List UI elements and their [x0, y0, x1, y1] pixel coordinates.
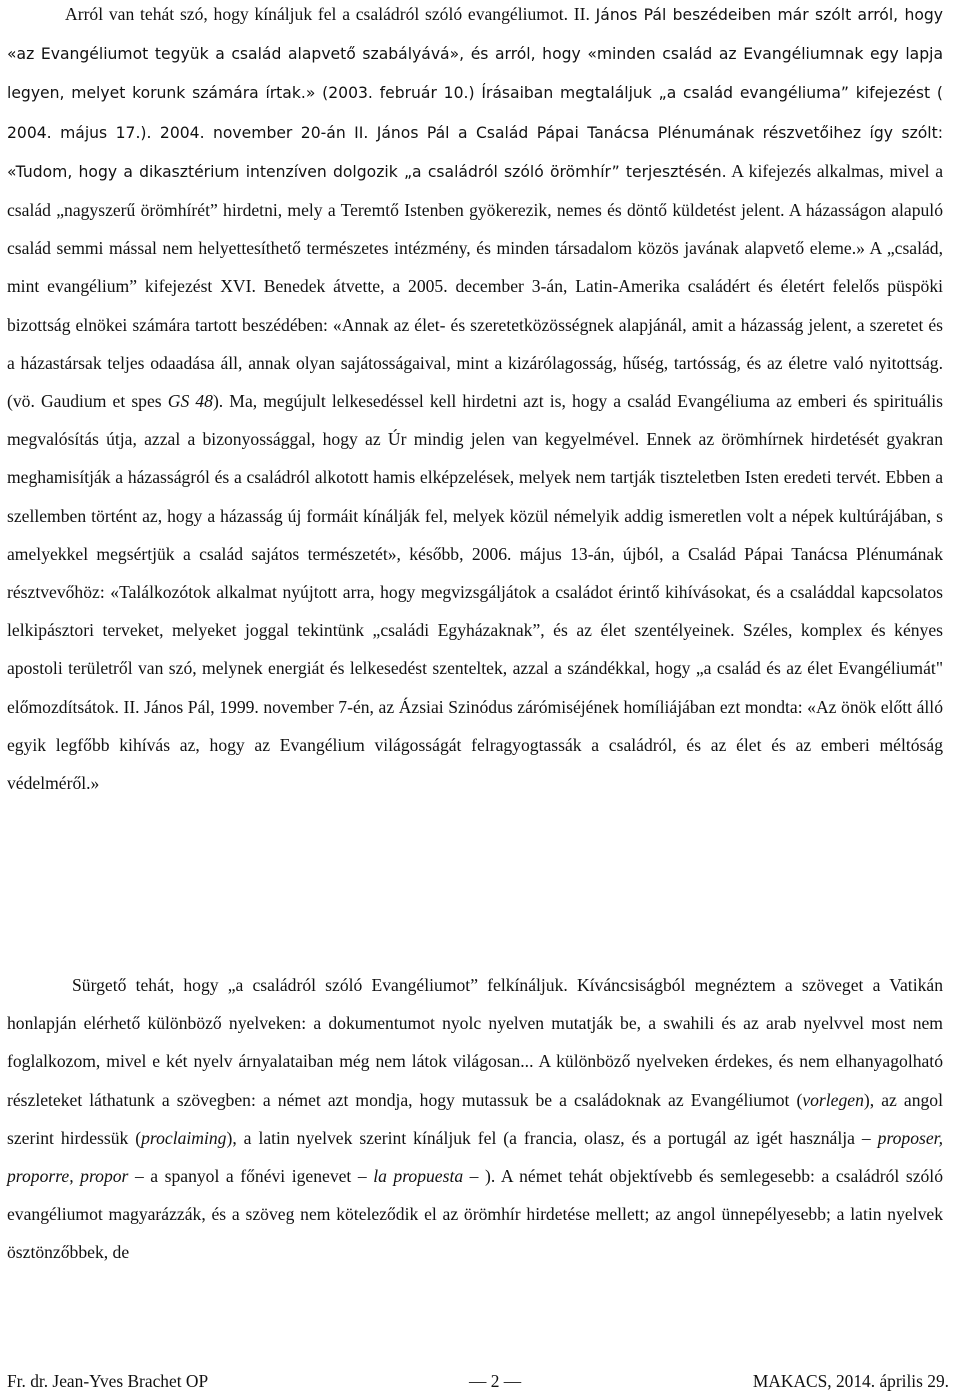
italic-text-run: vorlegen: [802, 1089, 864, 1110]
text-run: ). Ma, megújult lelkesedéssel kell hirdetni azt is, hogy a család Evangéliuma az emberi és spirituális megvalósítás útja, azzal a bizonyossággal, hogy az Úr mindig jelen van kegyelmével. Ennek az örömhírnek hirdetését gyakran meghamisítják a házasságról és a családról alkotott hamis elképzelések, melyek nem tartják tiszteletben Isten eredeti tervét. Ebben a szellemben történt az, hogy a házasság új formáit kínálják fel, melyek közül némelyik addig ismeretlen volt a népek kultúrájában, s amelyekkel megsértjük a család sajátos természetét», később, 2006. május 13-án, újból, a Család Pápai Tanácsa Plénumának résztvevőhöz: «Találkozótok alkalmat nyújtott arra, hogy megvizsgáljátok a családot érintő kihívásokat, és a családdal kapcsolatos lelkipásztori terveket, melyeket joggal tekintünk „családi Egyházaknak”, és az élet szentélyeinek. Széles, komplex és kényes apostoli területről van szó, melynek energiát és lelkesedést szenteltek, azzal a szándékkal, hogy „a család és az élet Evangéliumát" előmozdítsátok. II. János Pál, 1999. november 7-én, az Ázsiai Szinódus zárómiséjének homíliájában ezt mondta: «Az önök előtt álló egyik legfőbb kihívás az, hogy az Evangélium világosságát felragyogtassák a családról, és az élet és az emberi méltóság védelméről.»: [7, 391, 943, 794]
italic-text-run: la propuesta: [373, 1166, 464, 1187]
text-run: A kifejezés alkalmas, mivel a család „nagyszerű örömhírét” hirdetni, mely a Teremtő Istenben gyökerezik, nemes és döntő küldetést jelent. A házasságon alapuló család semmi mással nem helyettesíthető természetes intézmény, és minden társadalom közös javának alapvető eleme.» A „család, mint evangélium” kifejezést XVI. Benedek átvette, a 2005. december 3-án, Latin-Amerika családért és életért felelős püspöki bizottság elnökei számára tartott beszédében: «Annak az élet- és szeretetközösségnek alapjánál, amit a házasság jelent, a szeretet és a házastársak teljes odaadása áll, annak olyan sajátosságaival, mint a kizárólagosság, hűség, tartósság, és az életre való nyitottság. (vö. Gaudium et spes: [7, 160, 944, 412]
text-run: – ). A német tehát objektívebb és semlegesebb: a családról szóló evangéliumot magyarázzák, és a szöveg nem köteleződik el az örömhír hirdetése mellett; az angol ünnepélyesebb; a latin nyelvek ösztönzőbbek, de: [7, 1166, 943, 1263]
text-run: – a spanyol a főnévi igenevet –: [128, 1166, 374, 1187]
footer-author: Fr. dr. Jean-Yves Brachet OP: [7, 1371, 209, 1391]
footer-source-date: MAKACS, 2014. április 29.: [752, 1371, 949, 1391]
paragraph-2: [7, 966, 943, 1272]
text-run: ), az angol szerint hirdessük (: [7, 1089, 943, 1148]
text-run: Sürgető tehát, hogy „a családról szóló Evangéliumot” felkínáljuk. Kíváncsiságból megnéztem a szöveget a Vatikán honlapján elérhető különböző nyelveken: a dokumentumot nyolc nyelven mutatják be, a swahili és az arab nyelvvel most nem foglalkozom, mivel e két nyelv árnyalataiban még nem látok világosan... A különböző nyelveken érdekes, és nem elhanyagolható részleteket láthatunk a szövegben: a német azt mondja, hogy mutassuk be a családoknak az Evangéliumot (: [7, 975, 943, 1110]
text-run: ), a latin nyelvek szerint kínáljuk fel (a francia, olasz, és a portugál az igét használja –: [226, 1127, 878, 1148]
footer-page-number: — 2 —: [469, 1371, 522, 1391]
italic-text-run: GS 48: [167, 391, 213, 412]
text-run: János Pál beszédeiben már szólt arról, hogy «az Evangéliumot tegyük a család alapvető szabályává», és arról, hogy «minden család az Evangéliumnak egy lapja legyen, melyet korunk számára írtak.» (2003. február 10.) Írásaiban megtaláljuk „a család evangéliuma” kifejezést ( 2004. május 17.). 2004. november 20-án II. János Pál a Család Pápai Tanácsa Plénumának részvetőihez így szólt: «Tudom, hogy a dikasztérium intenzíven dolgozik „a családról szóló örömhír” terjesztésén.: [7, 6, 943, 181]
text-run: Arról van tehát szó, hogy kínáljuk fel a családról szóló evangéliumot. II.: [65, 4, 596, 24]
italic-text-run: proclaiming: [141, 1127, 227, 1148]
italic-text-run: proposer, proporre, propor: [7, 1127, 943, 1187]
paragraph-1: [7, 0, 943, 802]
